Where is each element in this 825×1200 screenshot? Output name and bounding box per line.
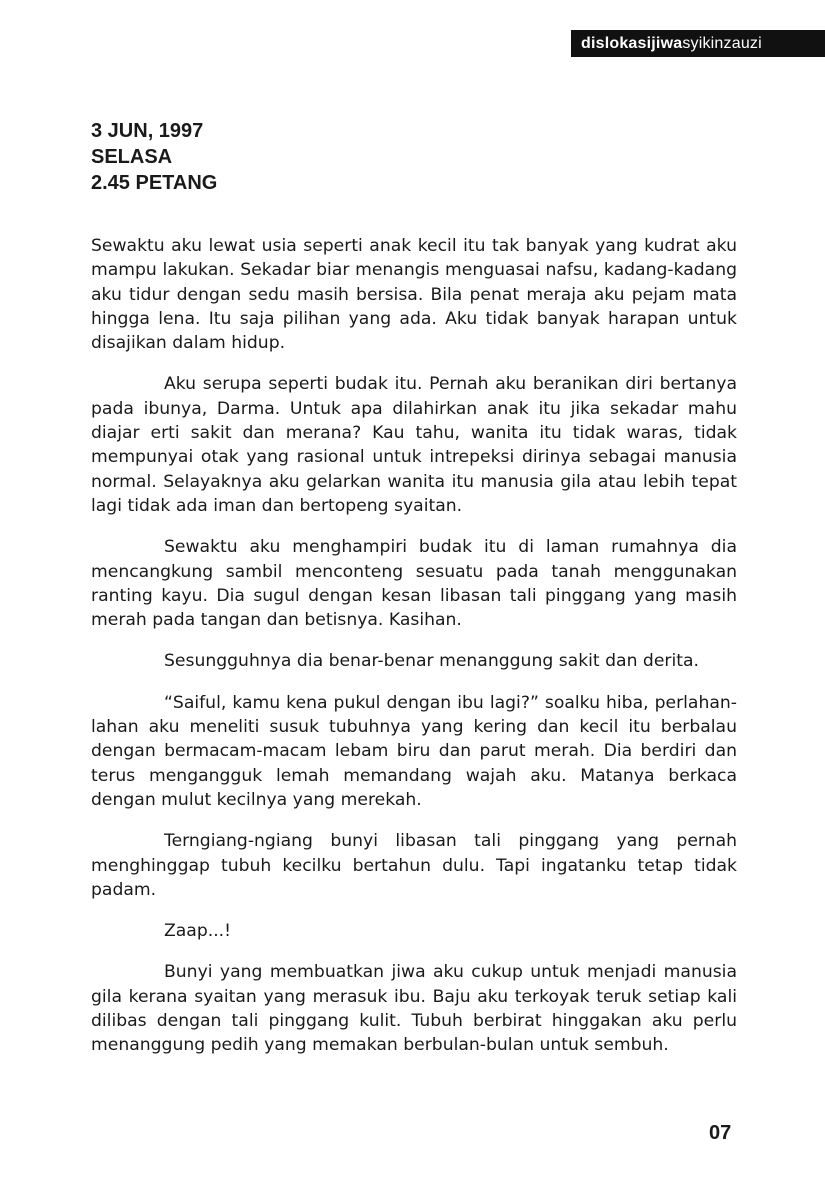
entry-date: 3 JUN, 1997 xyxy=(91,120,204,142)
running-header xyxy=(571,30,825,57)
paragraph: “Saiful, kamu kena pukul dengan ibu lagi?” soalku hiba, perlahan-lahan aku meneliti susuk tubuhnya yang kering dan kecil itu berbalau dengan bermacam-macam lebam biru dan parut merah. Dia berdiri dan terus mengangguk lemah memandang wajah aku. Matanya berkaca dengan mulut kecilnya yang merekah. xyxy=(91,692,737,810)
entry-day: SELASA xyxy=(91,146,173,168)
paragraph: Zaap...! xyxy=(164,921,232,942)
paragraph: Aku serupa seperti budak itu. Pernah aku beranikan diri bertanya pada ibunya, Darma. Untuk apa dilahirkan anak itu jika sekadar mahu diajar erti sakit dan merana? Kau tahu, wanita itu tidak waras, tidak mempunyai otak yang rasional untuk intrepeksi dirinya sebagai manusia normal. Selayaknya aku gelarkan wanita itu manusia gila atau lebih tepat lagi tidak ada iman dan bertopeng syaitan. xyxy=(91,374,737,516)
paragraph: Terngiang-ngiang bunyi libasan tali pinggang yang pernah menghinggap tubuh kecilku bertahun dulu. Tapi ingatanku tetap tidak padam. xyxy=(91,831,737,900)
header-title-light: syikinzauzi xyxy=(682,34,762,52)
page-number: 07 xyxy=(709,1122,732,1144)
entry-time: 2.45 PETANG xyxy=(91,172,218,194)
paragraph: Bunyi yang membuatkan jiwa aku cukup untuk menjadi manusia gila kerana syaitan yang merasuk ibu. Baju aku terkoyak teruk setiap kali dilibas dengan tali pinggang kulit. Tubuh berbirat hinggakan aku perlu menanggung pedih yang memakan berbulan-bulan untuk sembuh. xyxy=(91,962,737,1056)
paragraph: Sewaktu aku lewat usia seperti anak kecil itu tak banyak yang kudrat aku mampu lakukan. Sekadar biar menangis menguasai nafsu, kadang-kadang aku tidur dengan sedu masih bersisa. Bila penat meraja aku pejam mata hingga lena. Itu saja pilihan yang ada. Aku tidak banyak harapan untuk disajikan dalam hidup. xyxy=(91,236,737,354)
paragraph: Sesungguhnya dia benar-benar menanggung sakit dan derita. xyxy=(164,651,699,672)
body-text xyxy=(91,234,737,1075)
header-title-bold: dislokasijiwa xyxy=(581,34,683,52)
paragraph: Sewaktu aku menghampiri budak itu di laman rumahnya dia mencangkung sambil menconteng sesuatu pada tanah menggunakan ranting kayu. Dia sugul dengan kesan libasan tali pinggang yang masih merah pada tangan dan betisnya. Kasihan. xyxy=(91,537,737,631)
entry-heading xyxy=(91,118,217,196)
